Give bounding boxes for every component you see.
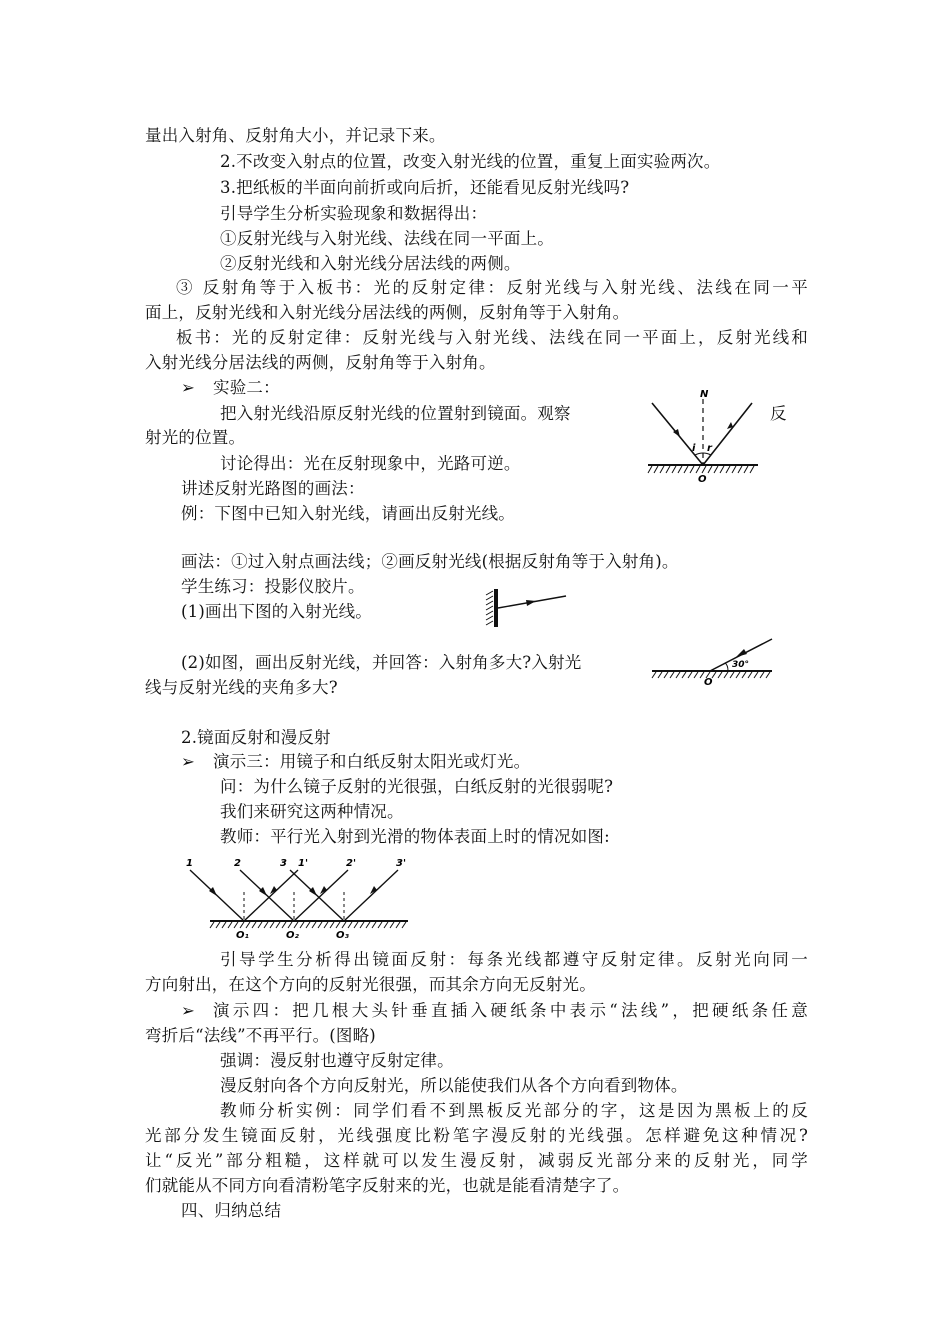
text-line: 讲述反射光路图的画法： <box>181 479 365 498</box>
text-line: 教师：平行光入射到光滑的物体表面上时的情况如图: <box>220 827 610 846</box>
point-label-o1: O₁ <box>236 930 249 941</box>
section-heading: 2.镜面反射和漫反射 <box>181 728 331 747</box>
text-line: ③ 反射角等于入板书：光的反射定律：反射光线与入射光线、法线在同一平 <box>176 278 808 297</box>
text-line: 3.把纸板的半面向前折或向后折，还能看见反射光线吗? <box>220 178 630 197</box>
ray-label-1: 1 <box>186 858 193 869</box>
ray-label-2: 2 <box>234 858 241 869</box>
reflected-angle-label: r <box>707 443 712 454</box>
text-line: 把入射光线沿原反射光线的位置射到镜面。观察 <box>220 404 571 423</box>
ray-label-1-prime: 1' <box>298 858 309 869</box>
mirror-ray-diagram <box>478 586 570 630</box>
text-line: 例：下图中已知入射光线，请画出反射光线。 <box>181 504 515 523</box>
text-line: 让“反光”部分粗糙，这样就可以发生漫反射，减弱反光部分来的反射光，同学 <box>145 1151 808 1170</box>
angle-label: 30° <box>732 660 750 670</box>
text-line: ①反射光线与入射光线、法线在同一平面上。 <box>220 229 554 248</box>
text-line: 们就能从不同方向看清粉笔字反射来的光，也就是能看清楚字了。 <box>145 1176 630 1195</box>
text-line: 引导学生分析得出镜面反射：每条光线都遵守反射定律。反射光向同一 <box>220 950 808 969</box>
bullet-arrow: ➢ <box>181 1001 196 1020</box>
text-line: (2)如图，画出反射光线，并回答：入射角多大?入射光 <box>181 653 582 672</box>
specular-reflection-diagram <box>180 852 412 942</box>
ray-label-3-prime: 3' <box>396 858 407 869</box>
incidence-point-label: O <box>698 474 707 485</box>
bullet-arrow: ➢ <box>181 752 196 771</box>
text-line: 2.不改变入射点的位置，改变入射光线的位置，重复上面实验两次。 <box>220 152 721 171</box>
reflection-diagram <box>640 385 765 485</box>
incident-angle-label: i <box>692 443 696 454</box>
text-line: 方向射出，在这个方向的反射光很强，而其余方向无反射光。 <box>145 975 596 994</box>
text-line: 画法：①过入射点画法线；②画反射光线(根据反射角等于入射角)。 <box>181 552 679 571</box>
text-line: 入射光线分居法线的两侧，反射角等于入射角。 <box>145 353 496 372</box>
text-line: 讨论得出：光在反射现象中，光路可逆。 <box>220 454 521 473</box>
text-line: 演示四：把几根大头针垂直插入硬纸条中表示“法线”，把硬纸条任意 <box>213 1001 808 1020</box>
text-line: 板书：光的反射定律：反射光线与入射光线、法线在同一平面上，反射光线和 <box>176 328 808 347</box>
text-line: 量出入射角、反射角大小，并记录下来。 <box>145 126 446 145</box>
bullet-arrow: ➢ <box>181 378 196 397</box>
text-line: 问：为什么镜子反射的光很强，白纸反射的光很弱呢? <box>220 777 614 796</box>
text-line: 强调：漫反射也遵守反射定律。 <box>220 1051 454 1070</box>
normal-label: N <box>700 389 709 400</box>
point-label-o2: O₂ <box>286 930 299 941</box>
text-line: 演示三：用镜子和白纸反射太阳光或灯光。 <box>213 752 531 771</box>
text-line: 线与反射光线的夹角多大? <box>145 678 338 697</box>
text-line: 面上，反射光线和入射光线分居法线的两侧，反射角等于入射角。 <box>145 303 630 322</box>
ray-label-3: 3 <box>280 858 287 869</box>
text-line: 我们来研究这两种情况。 <box>220 802 404 821</box>
angle-30-diagram <box>648 633 776 687</box>
text-line: 教师分析实例：同学们看不到黑板反光部分的字，这是因为黑板上的反 <box>220 1101 808 1120</box>
text-line: ②反射光线和入射光线分居法线的两侧。 <box>220 254 521 273</box>
text-line: 引导学生分析实验现象和数据得出： <box>220 204 488 223</box>
section-heading: 四、归纳总结 <box>181 1201 282 1220</box>
ray-label-2-prime: 2' <box>346 858 357 869</box>
section-heading: 实验二： <box>213 378 280 397</box>
point-label-o3: O₃ <box>336 930 349 941</box>
incidence-point-label: O <box>704 677 713 687</box>
text-line: 学生练习：投影仪胶片。 <box>181 577 365 596</box>
text-line: (1)画出下图的入射光线。 <box>181 602 372 621</box>
text-line: 弯折后“法线”不再平行。(图略) <box>145 1026 376 1045</box>
text-line: 漫反射向各个方向反射光，所以能使我们从各个方向看到物体。 <box>220 1076 688 1095</box>
text-line: 光部分发生镜面反射，光线强度比粉笔字漫反射的光线强。怎样避免这种情况? <box>145 1126 808 1145</box>
text-line: 反 <box>770 404 787 423</box>
text-line: 射光的位置。 <box>145 428 246 447</box>
